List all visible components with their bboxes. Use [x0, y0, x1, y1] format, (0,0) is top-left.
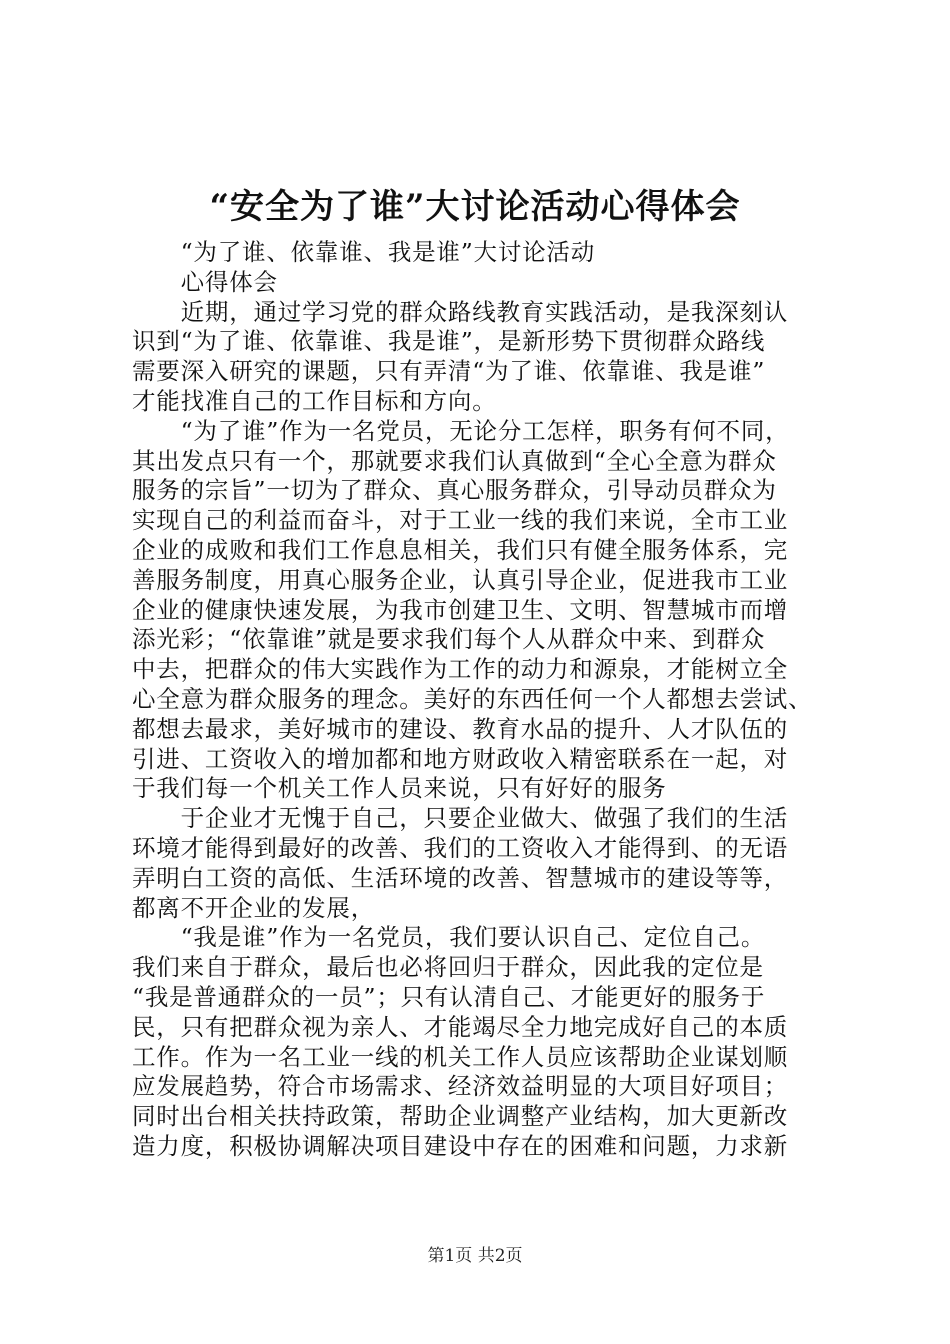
body-line: 都想去最求，美好城市的建设、教育水品的提升、人才队伍的: [132, 714, 789, 743]
body-line: “为了谁、依靠谁、我是谁”大讨论活动: [132, 238, 596, 266]
body-line: 添光彩；“依靠谁”就是要求我们每个人从群众中来、到群众: [132, 625, 766, 654]
body-line: 都离不开企业的发展，: [132, 893, 375, 922]
body-line: 识到“为了谁、依靠谁、我是谁”，是新形势下贯彻群众路线: [132, 327, 766, 356]
body-line: 心全意为群众服务的理念。美好的东西任何一个人都想去尝试、: [132, 684, 813, 713]
body-line: 中去，把群众的伟大实践作为工作的动力和源泉，才能树立全: [132, 655, 789, 684]
body-line: 工作。作为一名工业一线的机关工作人员应该帮助企业谋划顺: [132, 1042, 789, 1071]
body-line: 需要深入研究的课题，只有弄清“为了谁、依靠谁、我是谁”: [132, 357, 766, 386]
document-body: [132, 238, 832, 1162]
page-footer: 第1页 共2页: [427, 1246, 523, 1266]
body-line: 实现自己的利益而奋斗，对于工业一线的我们来说，全市工业: [132, 506, 789, 535]
body-line: “为了谁”作为一名党员，无论分工怎样，职务有何不同，: [132, 416, 790, 445]
body-line: 善服务制度，用真心服务企业，认真引导企业，促进我市工业: [132, 565, 789, 594]
body-line: 造力度，积极协调解决项目建设中存在的困难和问题，力求新: [132, 1131, 789, 1160]
body-line: 我们来自于群众，最后也必将回归于群众，因此我的定位是: [132, 953, 764, 982]
body-line: 于企业才无愧于自己，只要企业做大、做强了我们的生活: [132, 804, 789, 833]
body-line: 民，只有把群众视为亲人、才能竭尽全力地完成好自己的本质: [132, 1012, 789, 1041]
body-line: 服务的宗旨”一切为了群众、真心服务群众，引导动员群众为: [132, 476, 777, 505]
body-line: 才能找准自己的工作目标和方向。: [132, 386, 497, 415]
body-line: “我是普通群众的一员”；只有认清自己、才能更好的服务于: [132, 982, 766, 1011]
body-line: 弄明白工资的高低、生活环境的改善、智慧城市的建设等等，: [132, 863, 789, 892]
body-line: 企业的成败和我们工作息息相关，我们只有健全服务体系，完: [132, 535, 789, 564]
body-line: 应发展趋势，符合市场需求、经济效益明显的大项目好项目；: [132, 1072, 789, 1101]
body-line: 引进、工资收入的增加都和地方财政收入精密联系在一起，对: [132, 744, 789, 773]
body-line: 环境才能得到最好的改善、我们的工资收入才能得到、的无语: [132, 833, 789, 862]
body-line: 于我们每一个机关工作人员来说，只有好好的服务: [132, 774, 667, 803]
body-line: 其出发点只有一个，那就要求我们认真做到“全心全意为群众: [132, 446, 777, 475]
body-line: 同时出台相关扶持政策，帮助企业调整产业结构，加大更新改: [132, 1102, 789, 1131]
body-line: 企业的健康快速发展，为我市创建卫生、文明、智慧城市而增: [132, 595, 789, 624]
body-line: 近期，通过学习党的群众路线教育实践活动，是我深刻认: [132, 297, 789, 326]
document-title: “安全为了谁”大讨论活动心得体会: [209, 187, 741, 227]
body-line: 心得体会: [132, 267, 278, 296]
body-line: “我是谁”作为一名党员，我们要认识自己、定位自己。: [132, 923, 766, 952]
